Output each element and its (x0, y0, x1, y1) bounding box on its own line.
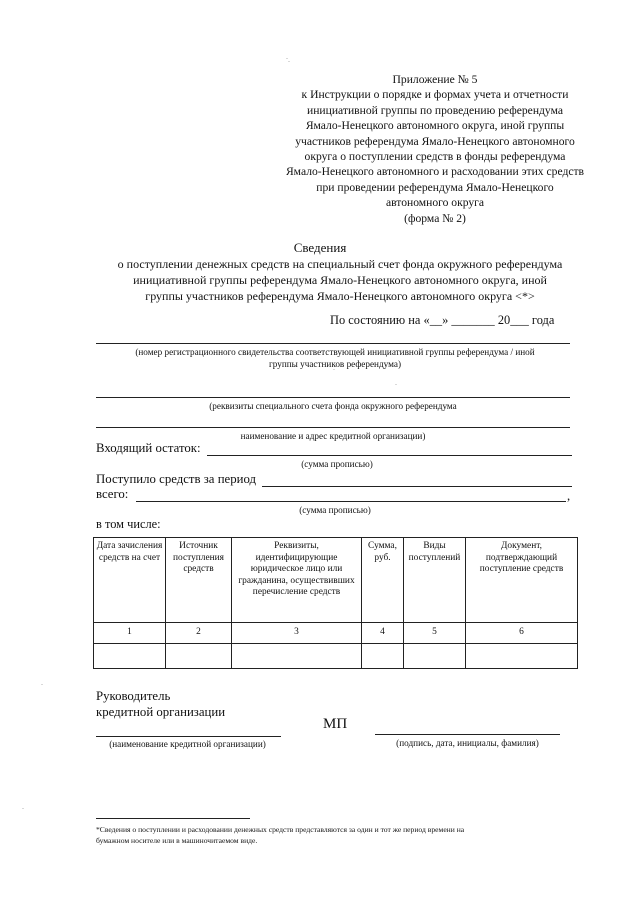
incoming-balance-field[interactable] (207, 455, 572, 456)
header-amount: Сумма, руб. (362, 538, 404, 623)
table-cell[interactable] (166, 644, 232, 669)
appendix-line: Приложение № 5 (392, 73, 478, 86)
sum-in-words-hint: (сумма прописью) (301, 459, 373, 469)
bank-details-field[interactable] (96, 427, 570, 428)
appendix-line: автономного округа (385, 196, 485, 210)
total-label: всего: (96, 487, 129, 501)
column-number: 5 (404, 623, 466, 644)
column-number: 4 (362, 623, 404, 644)
column-number: 1 (94, 623, 166, 644)
appendix-line: к Инструкции о порядке и формах учета и отчетности (301, 88, 569, 102)
table-cell[interactable] (94, 644, 166, 669)
table-cell[interactable] (466, 644, 578, 669)
registration-hint (90, 346, 580, 370)
receipts-table (93, 537, 578, 669)
hint-line: группы участников референдума) (268, 359, 402, 369)
account-hint: (реквизиты специального счета фонда окружного референдума (209, 401, 457, 411)
appendix-line: округа о поступлении средств в фонды референдума (304, 150, 566, 164)
footnote (96, 824, 576, 846)
column-number: 6 (466, 623, 578, 644)
hint-line: (номер регистрационного свидетельства соответствующей инициативной группы референдума / иной (135, 347, 535, 357)
subtitle-line: инициативной группы референдума Ямало-Ненецкого автономного округа, иной (133, 273, 547, 287)
header-requisites: Реквизиты, идентифицирующие юридическое лицо или гражданина, осуществивших перечисление средств (232, 538, 362, 623)
received-label: Поступило средств за период (96, 472, 257, 486)
form-number: (форма № 2) (404, 211, 466, 225)
signature-line: Руководитель (96, 689, 171, 703)
account-details-field[interactable] (96, 397, 570, 398)
appendix-line: Ямало-Ненецкого автономного и расходовании этих средств (285, 165, 585, 179)
subtitle-line: группы участников референдума Ямало-Ненецкого автономного округа <*> (145, 289, 535, 303)
bank-name-hint: (наименование кредитной организации) (109, 739, 266, 749)
document-subtitle (70, 256, 610, 304)
header-date: Дата зачисления средств на счет (94, 538, 166, 623)
footnote-line: бумажном носителе или в машиночитаемом виде. (96, 836, 258, 845)
header-type: Виды поступлений (404, 538, 466, 623)
appendix-line: Ямало-Ненецкого автономного округа, иной группы (305, 119, 565, 133)
registration-number-field[interactable] (96, 343, 570, 344)
table-cell[interactable] (404, 644, 466, 669)
signature-field[interactable] (375, 734, 560, 735)
appendix-line: участников референдума Ямало-Ненецкого автономного (295, 134, 575, 148)
as-of-date: По состоянию на «__» _______ 20___ года (330, 313, 555, 327)
appendix-line: при проведении референдума Ямало-Ненецкого (316, 180, 554, 194)
signature-title (96, 688, 225, 720)
comma: , (567, 489, 571, 503)
received-period-field[interactable] (262, 486, 572, 487)
bank-hint: наименование и адрес кредитной организации) (240, 431, 426, 441)
column-number: 3 (232, 623, 362, 644)
bank-name-field[interactable] (96, 736, 281, 737)
appendix-line: инициативной группы по проведению референдума (307, 103, 563, 117)
including-label: в том числе: (96, 517, 161, 531)
header-source: Источник поступления средств (166, 538, 232, 623)
table-cell[interactable] (362, 644, 404, 669)
header-document: Документ, подтверждающий поступление средств (466, 538, 578, 623)
incoming-balance-label: Входящий остаток: (96, 441, 201, 455)
signature-line: кредитной организации (96, 705, 226, 719)
table-header-row (94, 538, 578, 623)
document-title: Сведения (293, 240, 347, 255)
footnote-separator (96, 818, 250, 819)
table-cell[interactable] (232, 644, 362, 669)
received-total-field[interactable] (136, 501, 566, 502)
footnote-line: *Сведения о поступлении и расходовании денежных средств представляются за один и тот же период времени на (96, 825, 465, 834)
subtitle-line: о поступлении денежных средств на специальный счет фонда окружного референдума (117, 257, 563, 271)
table-row (94, 644, 578, 669)
table-numbers-row (94, 623, 578, 644)
stamp-place: МП (323, 716, 348, 732)
signature-hint: (подпись, дата, инициалы, фамилия) (396, 738, 539, 748)
sum-in-words-hint: (сумма прописью) (299, 505, 371, 515)
appendix-header (250, 72, 620, 226)
column-number: 2 (166, 623, 232, 644)
